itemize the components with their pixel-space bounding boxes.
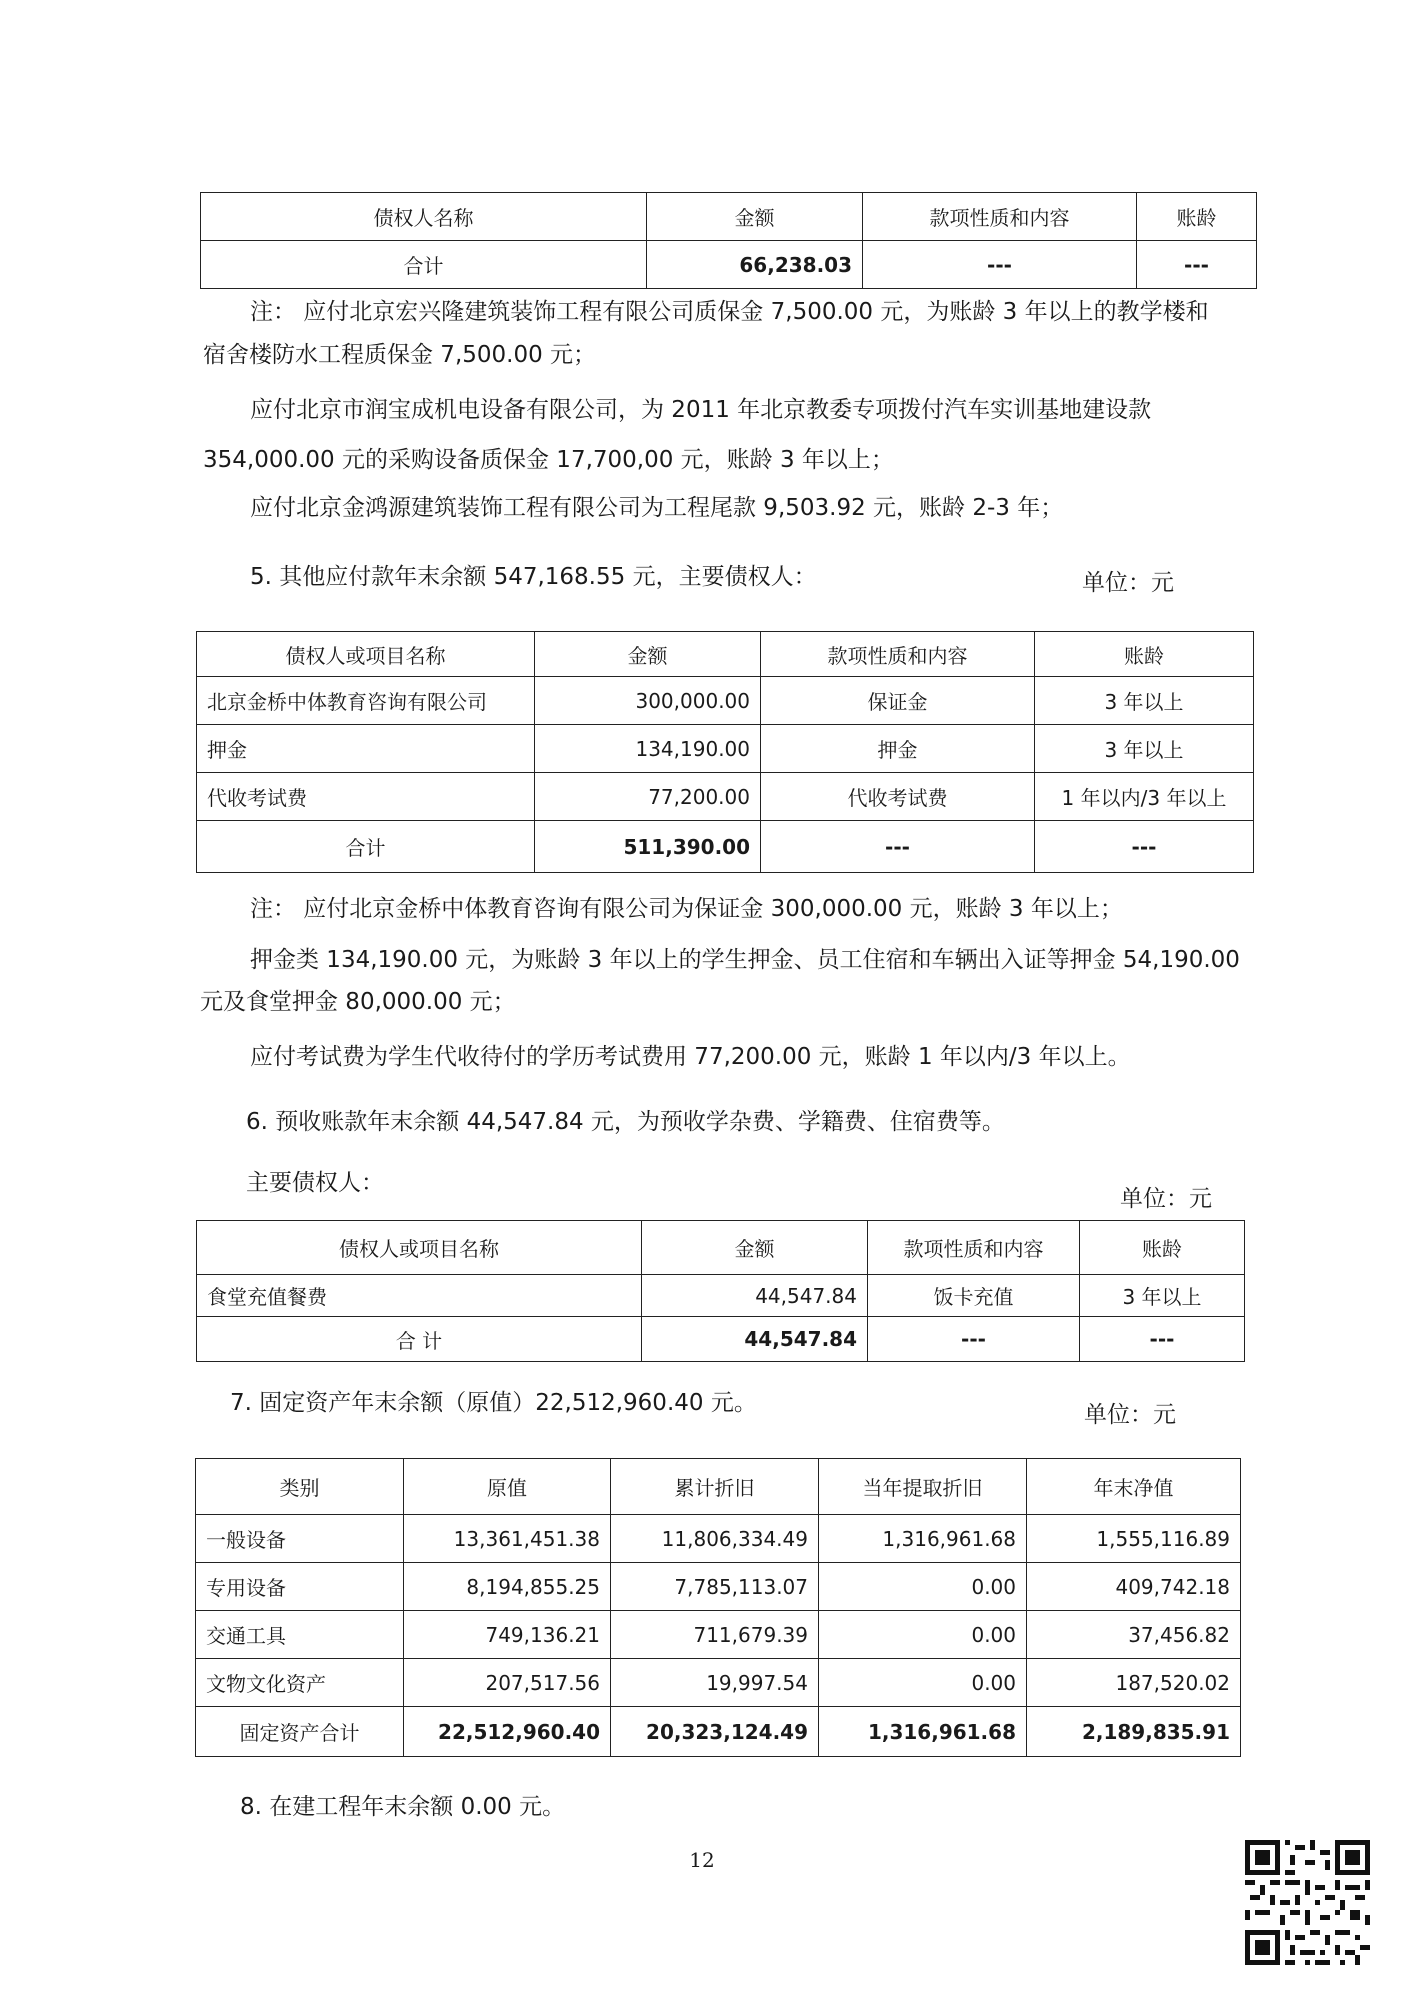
table-row	[196, 1659, 1241, 1707]
section5-unit: 单位：元	[1082, 570, 1174, 596]
col-header-nature: 款项性质和内容	[868, 1221, 1080, 1275]
cell-accumulated: 19,997.54	[611, 1659, 819, 1707]
other-payables-table	[196, 631, 1254, 873]
cell-amount: 77,200.00	[535, 773, 761, 821]
section5-note1: 注： 应付北京金桥中体教育咨询有限公司为保证金 300,000.00 元，账龄 3 年以上；	[250, 896, 1123, 922]
col-header-age: 账龄	[1080, 1221, 1245, 1275]
total-row	[197, 821, 1254, 873]
col-header-age: 账龄	[1035, 632, 1254, 677]
table-row	[196, 1611, 1241, 1659]
col-header-name: 债权人名称	[201, 193, 647, 241]
total-nature: ---	[863, 241, 1137, 289]
col-header-amount: 金额	[535, 632, 761, 677]
cell-nature: 押金	[761, 725, 1035, 773]
total-amount: 511,390.00	[535, 821, 761, 873]
total-label: 合计	[197, 821, 535, 873]
total-label: 合 计	[197, 1317, 642, 1362]
section5-note4: 应付考试费为学生代收待付的学历考试费用 77,200.00 元，账龄 1 年以内/3 年以上。	[250, 1044, 1131, 1070]
col-header-amount: 金额	[647, 193, 863, 241]
total-current-year: 1,316,961.68	[819, 1707, 1027, 1757]
col-header-original: 原值	[404, 1459, 611, 1515]
total-age: ---	[1035, 821, 1254, 873]
section8-heading: 8. 在建工程年末余额 0.00 元。	[240, 1794, 566, 1820]
table-row	[197, 1275, 1245, 1317]
total-row	[196, 1707, 1241, 1757]
section5-note2: 押金类 134,190.00 元，为账龄 3 年以上的学生押金、员工住宿和车辆出入证等押金 54,190.00	[250, 947, 1240, 973]
section7-unit: 单位：元	[1084, 1402, 1176, 1428]
note4-line5: 应付北京金鸿源建筑装饰工程有限公司为工程尾款 9,503.92 元，账龄 2-3 年；	[250, 495, 1064, 521]
advance-receipts-table	[196, 1220, 1245, 1362]
cell-nature: 保证金	[761, 677, 1035, 725]
col-header-current-year: 当年提取折旧	[819, 1459, 1027, 1515]
note4-line2: 宿舍楼防水工程质保金 7,500.00 元；	[203, 342, 597, 368]
section5-note3: 元及食堂押金 80,000.00 元；	[200, 989, 516, 1015]
cell-current-year: 1,316,961.68	[819, 1515, 1027, 1563]
cell-net: 409,742.18	[1027, 1563, 1241, 1611]
cell-nature: 饭卡充值	[868, 1275, 1080, 1317]
col-header-name: 债权人或项目名称	[197, 1221, 642, 1275]
cell-current-year: 0.00	[819, 1611, 1027, 1659]
total-nature: ---	[761, 821, 1035, 873]
section6-sub: 主要债权人：	[246, 1170, 384, 1196]
col-header-category: 类别	[196, 1459, 404, 1515]
total-label: 合计	[201, 241, 647, 289]
cell-net: 37,456.82	[1027, 1611, 1241, 1659]
cell-name: 代收考试费	[197, 773, 535, 821]
total-label: 固定资产合计	[196, 1707, 404, 1757]
section7-heading: 7. 固定资产年末余额（原值）22,512,960.40 元。	[230, 1390, 757, 1416]
section6-unit: 单位：元	[1120, 1186, 1212, 1212]
table-row	[197, 725, 1254, 773]
col-header-net: 年末净值	[1027, 1459, 1241, 1515]
cell-name: 押金	[197, 725, 535, 773]
section6-heading: 6. 预收账款年末余额 44,547.84 元，为预收学杂费、学籍费、住宿费等。	[246, 1109, 1005, 1135]
table-row	[196, 1563, 1241, 1611]
col-header-nature: 款项性质和内容	[761, 632, 1035, 677]
cell-amount: 44,547.84	[642, 1275, 868, 1317]
total-accumulated: 20,323,124.49	[611, 1707, 819, 1757]
total-amount: 44,547.84	[642, 1317, 868, 1362]
cell-accumulated: 7,785,113.07	[611, 1563, 819, 1611]
qr-code-icon	[1245, 1840, 1370, 1965]
col-header-accumulated: 累计折旧	[611, 1459, 819, 1515]
cell-current-year: 0.00	[819, 1659, 1027, 1707]
total-amount: 66,238.03	[647, 241, 863, 289]
total-net: 2,189,835.91	[1027, 1707, 1241, 1757]
note4-line3: 应付北京市润宝成机电设备有限公司，为 2011 年北京教委专项拨付汽车实训基地建设款	[250, 397, 1152, 423]
cell-current-year: 0.00	[819, 1563, 1027, 1611]
cell-original: 8,194,855.25	[404, 1563, 611, 1611]
total-nature: ---	[868, 1317, 1080, 1362]
total-row	[201, 241, 1257, 289]
cell-category: 文物文化资产	[196, 1659, 404, 1707]
cell-net: 187,520.02	[1027, 1659, 1241, 1707]
cell-original: 749,136.21	[404, 1611, 611, 1659]
col-header-name: 债权人或项目名称	[197, 632, 535, 677]
col-header-age: 账龄	[1137, 193, 1257, 241]
total-original: 22,512,960.40	[404, 1707, 611, 1757]
fixed-assets-table	[195, 1458, 1241, 1757]
cell-category: 交通工具	[196, 1611, 404, 1659]
cell-amount: 300,000.00	[535, 677, 761, 725]
col-header-nature: 款项性质和内容	[863, 193, 1137, 241]
table-row	[197, 773, 1254, 821]
cell-age: 1 年以内/3 年以上	[1035, 773, 1254, 821]
section5-heading: 5. 其他应付款年末余额 547,168.55 元，主要债权人：	[250, 564, 817, 590]
cell-nature: 代收考试费	[761, 773, 1035, 821]
cell-name: 食堂充值餐费	[197, 1275, 642, 1317]
table-row	[196, 1515, 1241, 1563]
table-row	[197, 677, 1254, 725]
cell-original: 207,517.56	[404, 1659, 611, 1707]
col-header-amount: 金额	[642, 1221, 868, 1275]
total-row	[197, 1317, 1245, 1362]
total-age: ---	[1080, 1317, 1245, 1362]
cell-category: 一般设备	[196, 1515, 404, 1563]
total-age: ---	[1137, 241, 1257, 289]
cell-accumulated: 711,679.39	[611, 1611, 819, 1659]
cell-amount: 134,190.00	[535, 725, 761, 773]
cell-accumulated: 11,806,334.49	[611, 1515, 819, 1563]
cell-age: 3 年以上	[1080, 1275, 1245, 1317]
cell-age: 3 年以上	[1035, 677, 1254, 725]
cell-age: 3 年以上	[1035, 725, 1254, 773]
page-number: 12	[689, 1848, 715, 1872]
cell-original: 13,361,451.38	[404, 1515, 611, 1563]
note4-line1: 注： 应付北京宏兴隆建筑装饰工程有限公司质保金 7,500.00 元，为账龄 3 年以上的教学楼和	[250, 299, 1209, 325]
cell-category: 专用设备	[196, 1563, 404, 1611]
note4-line4: 354,000.00 元的采购设备质保金 17,700,00 元，账龄 3 年以上；	[203, 447, 894, 473]
creditor-table-4	[200, 192, 1257, 289]
cell-net: 1,555,116.89	[1027, 1515, 1241, 1563]
cell-name: 北京金桥中体教育咨询有限公司	[197, 677, 535, 725]
